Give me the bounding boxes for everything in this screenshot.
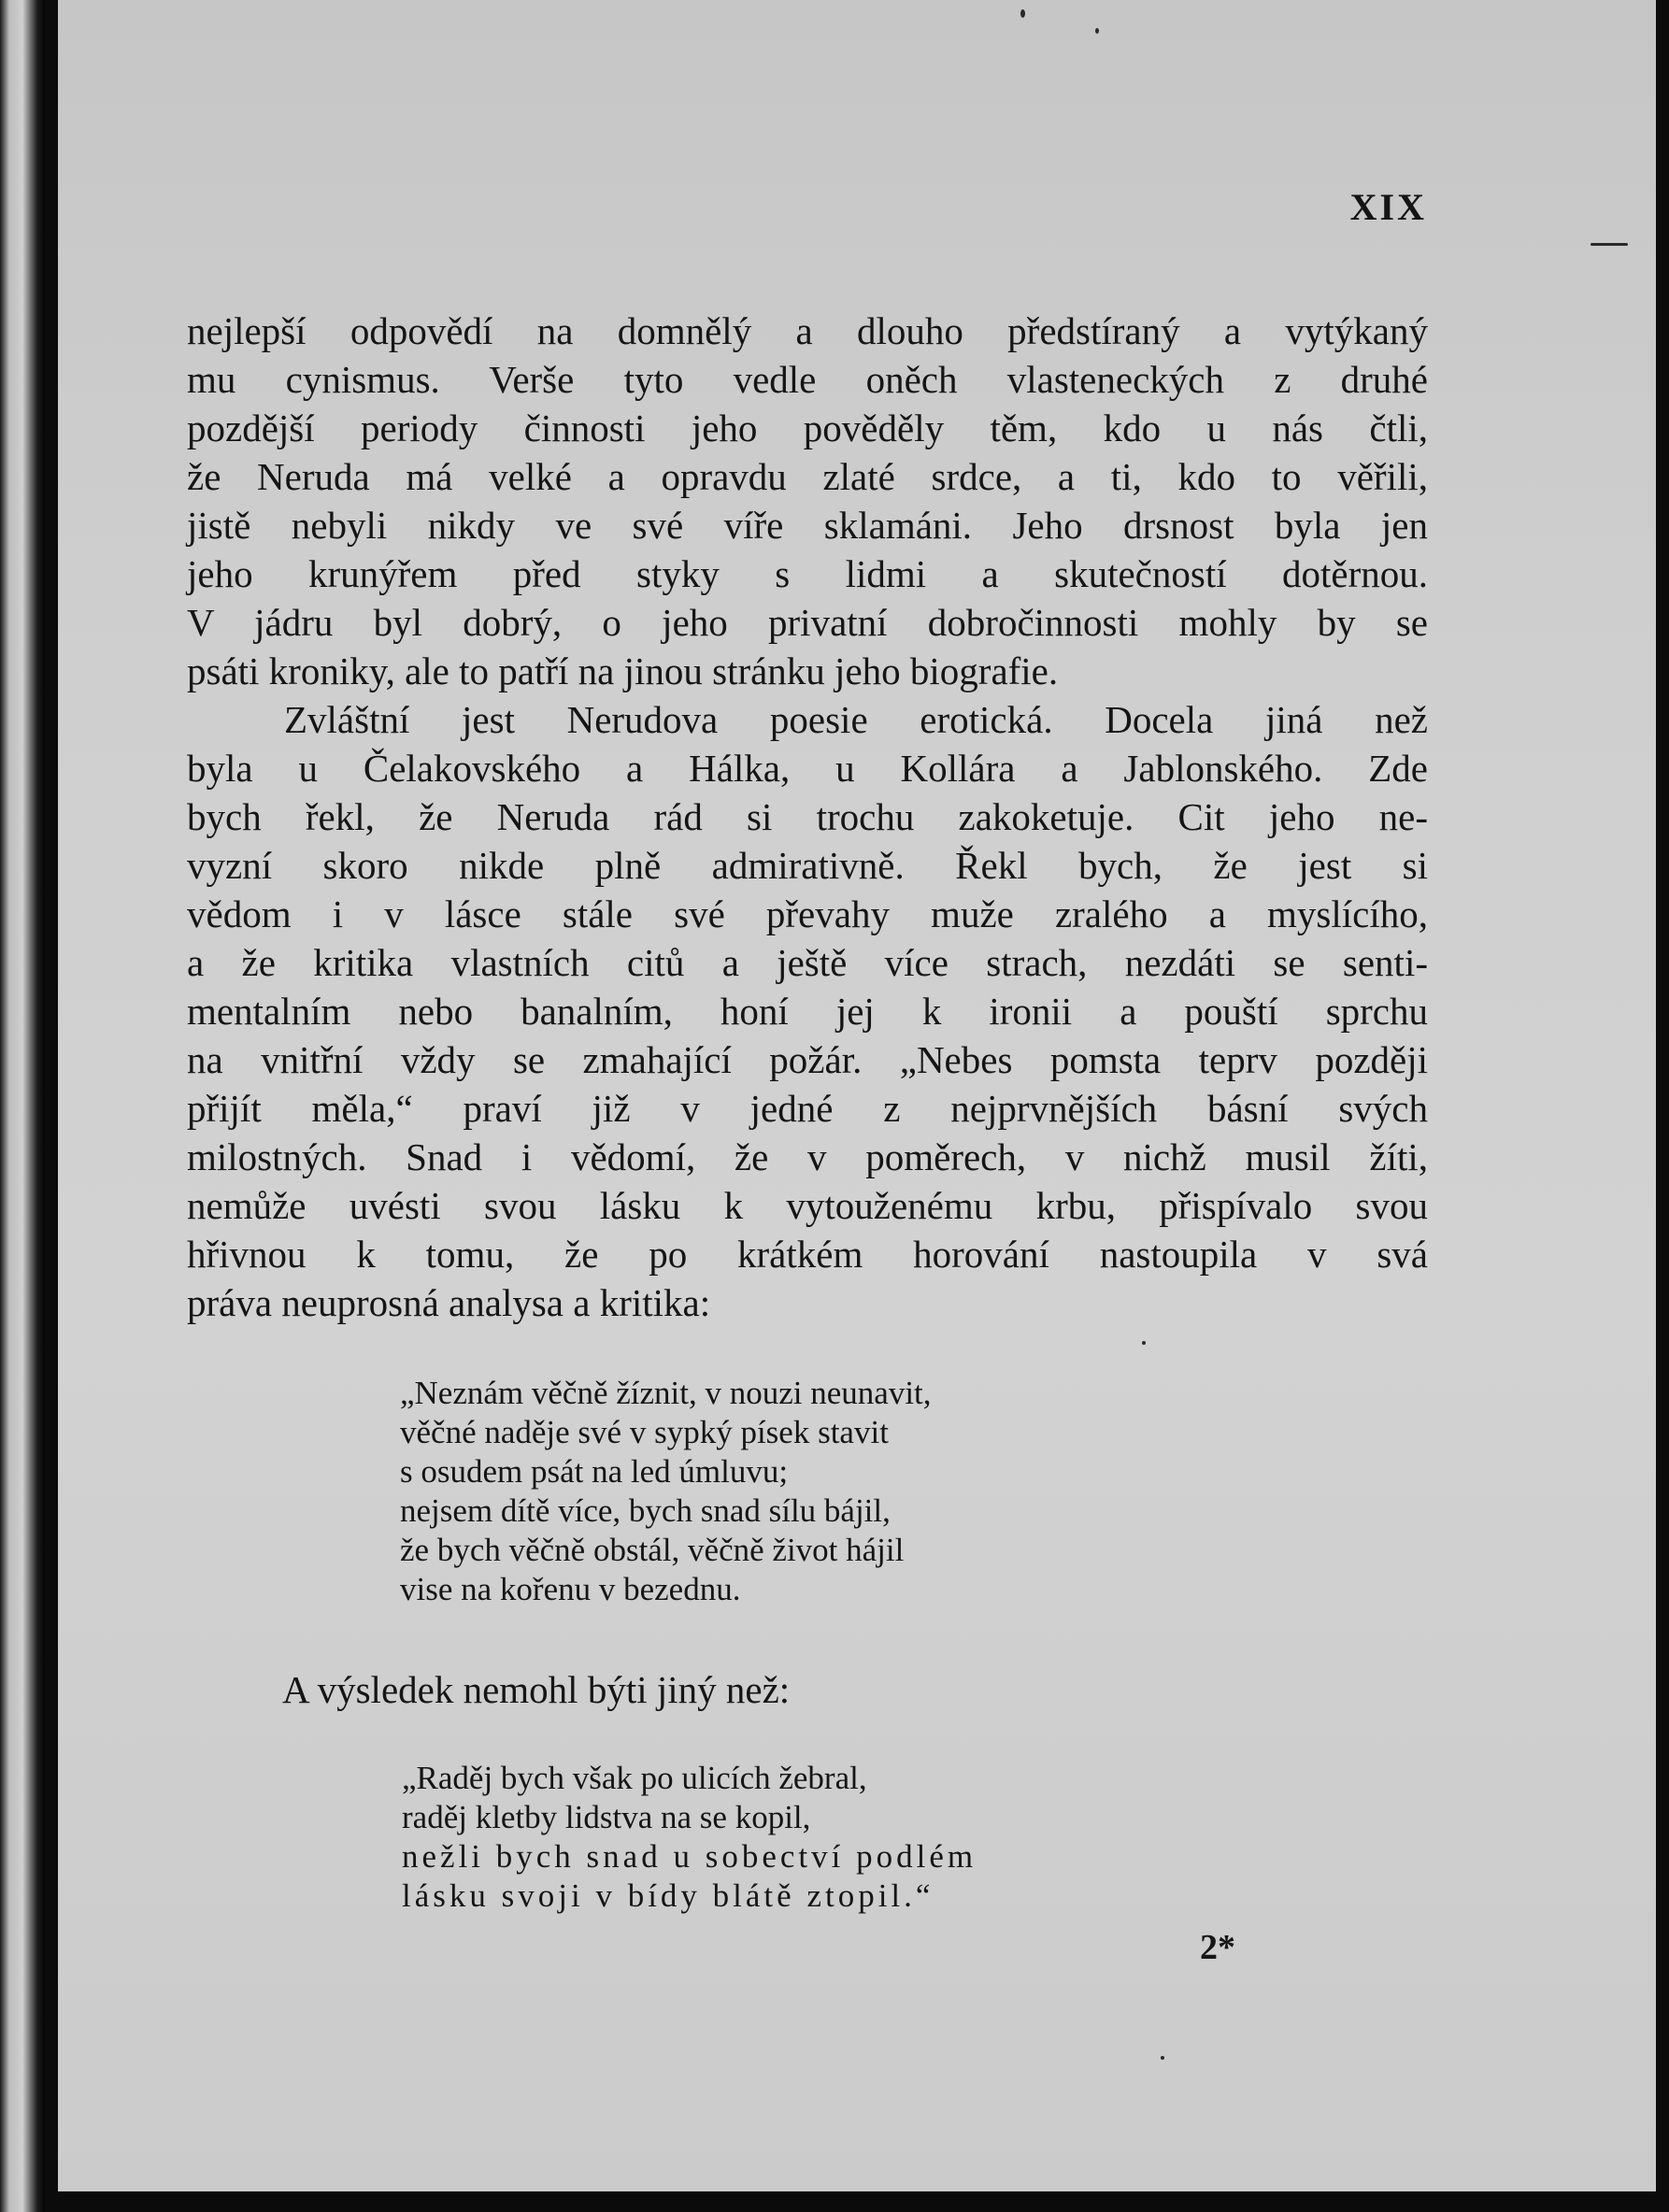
book-page bbox=[58, 0, 1656, 2191]
poem-line: nežli bych snad u sobectví podlém bbox=[402, 1838, 977, 1875]
connector-sentence: A výsledek nemohl býti jiný než: bbox=[282, 1668, 791, 1711]
text-line: jeho krunýřem před styky s lidmi a skutečností dotěrnou. bbox=[187, 552, 1428, 595]
scan-speck bbox=[1095, 28, 1099, 34]
text-line: psáti kroniky, ale to patří na jinou stránku jeho biografie. bbox=[187, 649, 1059, 692]
text-line: na vnitřní vždy se zmahající požár. „Nebes pomsta teprv později bbox=[187, 1038, 1428, 1081]
scan-speck bbox=[1591, 243, 1628, 246]
text-line: mentalním nebo banalním, honí jej k ironii a pouští sprchu bbox=[187, 990, 1428, 1033]
text-line: vědom i v lásce stále své převahy muže zralého a myslícího, bbox=[187, 892, 1428, 935]
page-number: XIX bbox=[1349, 186, 1427, 228]
text-line: jistě nebyli nikdy ve své víře sklamáni. Jeho drsnost byla jen bbox=[187, 504, 1428, 547]
scan-speck bbox=[1020, 9, 1025, 18]
paragraph-start-line: Zvláštní jest Nerudova poesie erotická. Docela jiná než bbox=[284, 698, 1428, 741]
text-line: V jádru byl dobrý, o jeho privatní dobročinnosti mohly by se bbox=[187, 601, 1428, 644]
text-line: práva neuprosná analysa a kritika: bbox=[187, 1281, 711, 1324]
text-line: a že kritika vlastních citů a ještě více strach, nezdáti se senti- bbox=[187, 941, 1428, 984]
text-line: bych řekl, že Neruda rád si trochu zakoketuje. Cit jeho ne- bbox=[187, 795, 1428, 838]
poem-quote-1 bbox=[400, 1374, 932, 1609]
text-line: vyzní skoro nikde plně admirativně. Řekl bych, že jest si bbox=[187, 844, 1428, 887]
text-line: že Neruda má velké a opravdu zlaté srdce, a ti, kdo to věřili, bbox=[187, 455, 1428, 498]
text-line: milostných. Snad i vědomí, že v poměrech, v nichž musil žíti, bbox=[187, 1135, 1428, 1178]
adjacent-page-edge bbox=[0, 0, 45, 2212]
text-line: hřivnou k tomu, že po krátkém horování nastoupila v svá bbox=[187, 1233, 1428, 1276]
text-line: přijít měla,“ praví již v jedné z nejprvnějších básní svých bbox=[187, 1087, 1428, 1130]
printer-signature-mark: 2* bbox=[1200, 1928, 1235, 1967]
text-line: nemůže uvésti svou lásku k vytouženému krbu, přispívalo svou bbox=[187, 1184, 1428, 1227]
body-paragraphs bbox=[187, 307, 1428, 1327]
poem-line: lásku svoji v bídy blátě ztopil.“ bbox=[402, 1877, 934, 1914]
text-line: byla u Čelakovského a Hálka, u Kollára a Jablonského. Zde bbox=[187, 747, 1428, 790]
text-line: mu cynismus. Verše tyto vedle oněch vlasteneckých z druhé bbox=[187, 358, 1428, 401]
scan-speck bbox=[1161, 2056, 1164, 2060]
text-line: pozdější periody činnosti jeho pověděly těm, kdo u nás čtli, bbox=[187, 407, 1428, 450]
poem-line: „Neznám věčně žíznit, v nouzi neunavit, bbox=[400, 1375, 932, 1411]
poem-quote-2 bbox=[402, 1759, 977, 1916]
poem-line: nejsem dítě více, bych snad sílu bájil, bbox=[400, 1492, 891, 1529]
poem-line: raděj kletby lidstva na se kopil, bbox=[402, 1799, 811, 1835]
poem-line: že bych věčně obstál, věčně život hájil bbox=[400, 1532, 905, 1568]
poem-line: „Raděj bych však po ulicích žebral, bbox=[402, 1760, 867, 1796]
poem-line: věčné naděje své v sypký písek stavit bbox=[400, 1414, 889, 1450]
scan-speck bbox=[1142, 1341, 1146, 1345]
text-line: nejlepší odpovědí na domnělý a dlouho předstíraný a vytýkaný bbox=[187, 309, 1428, 352]
poem-line: s osudem psát na led úmluvu; bbox=[400, 1453, 789, 1490]
poem-line: vise na kořenu v bezednu. bbox=[400, 1571, 741, 1607]
